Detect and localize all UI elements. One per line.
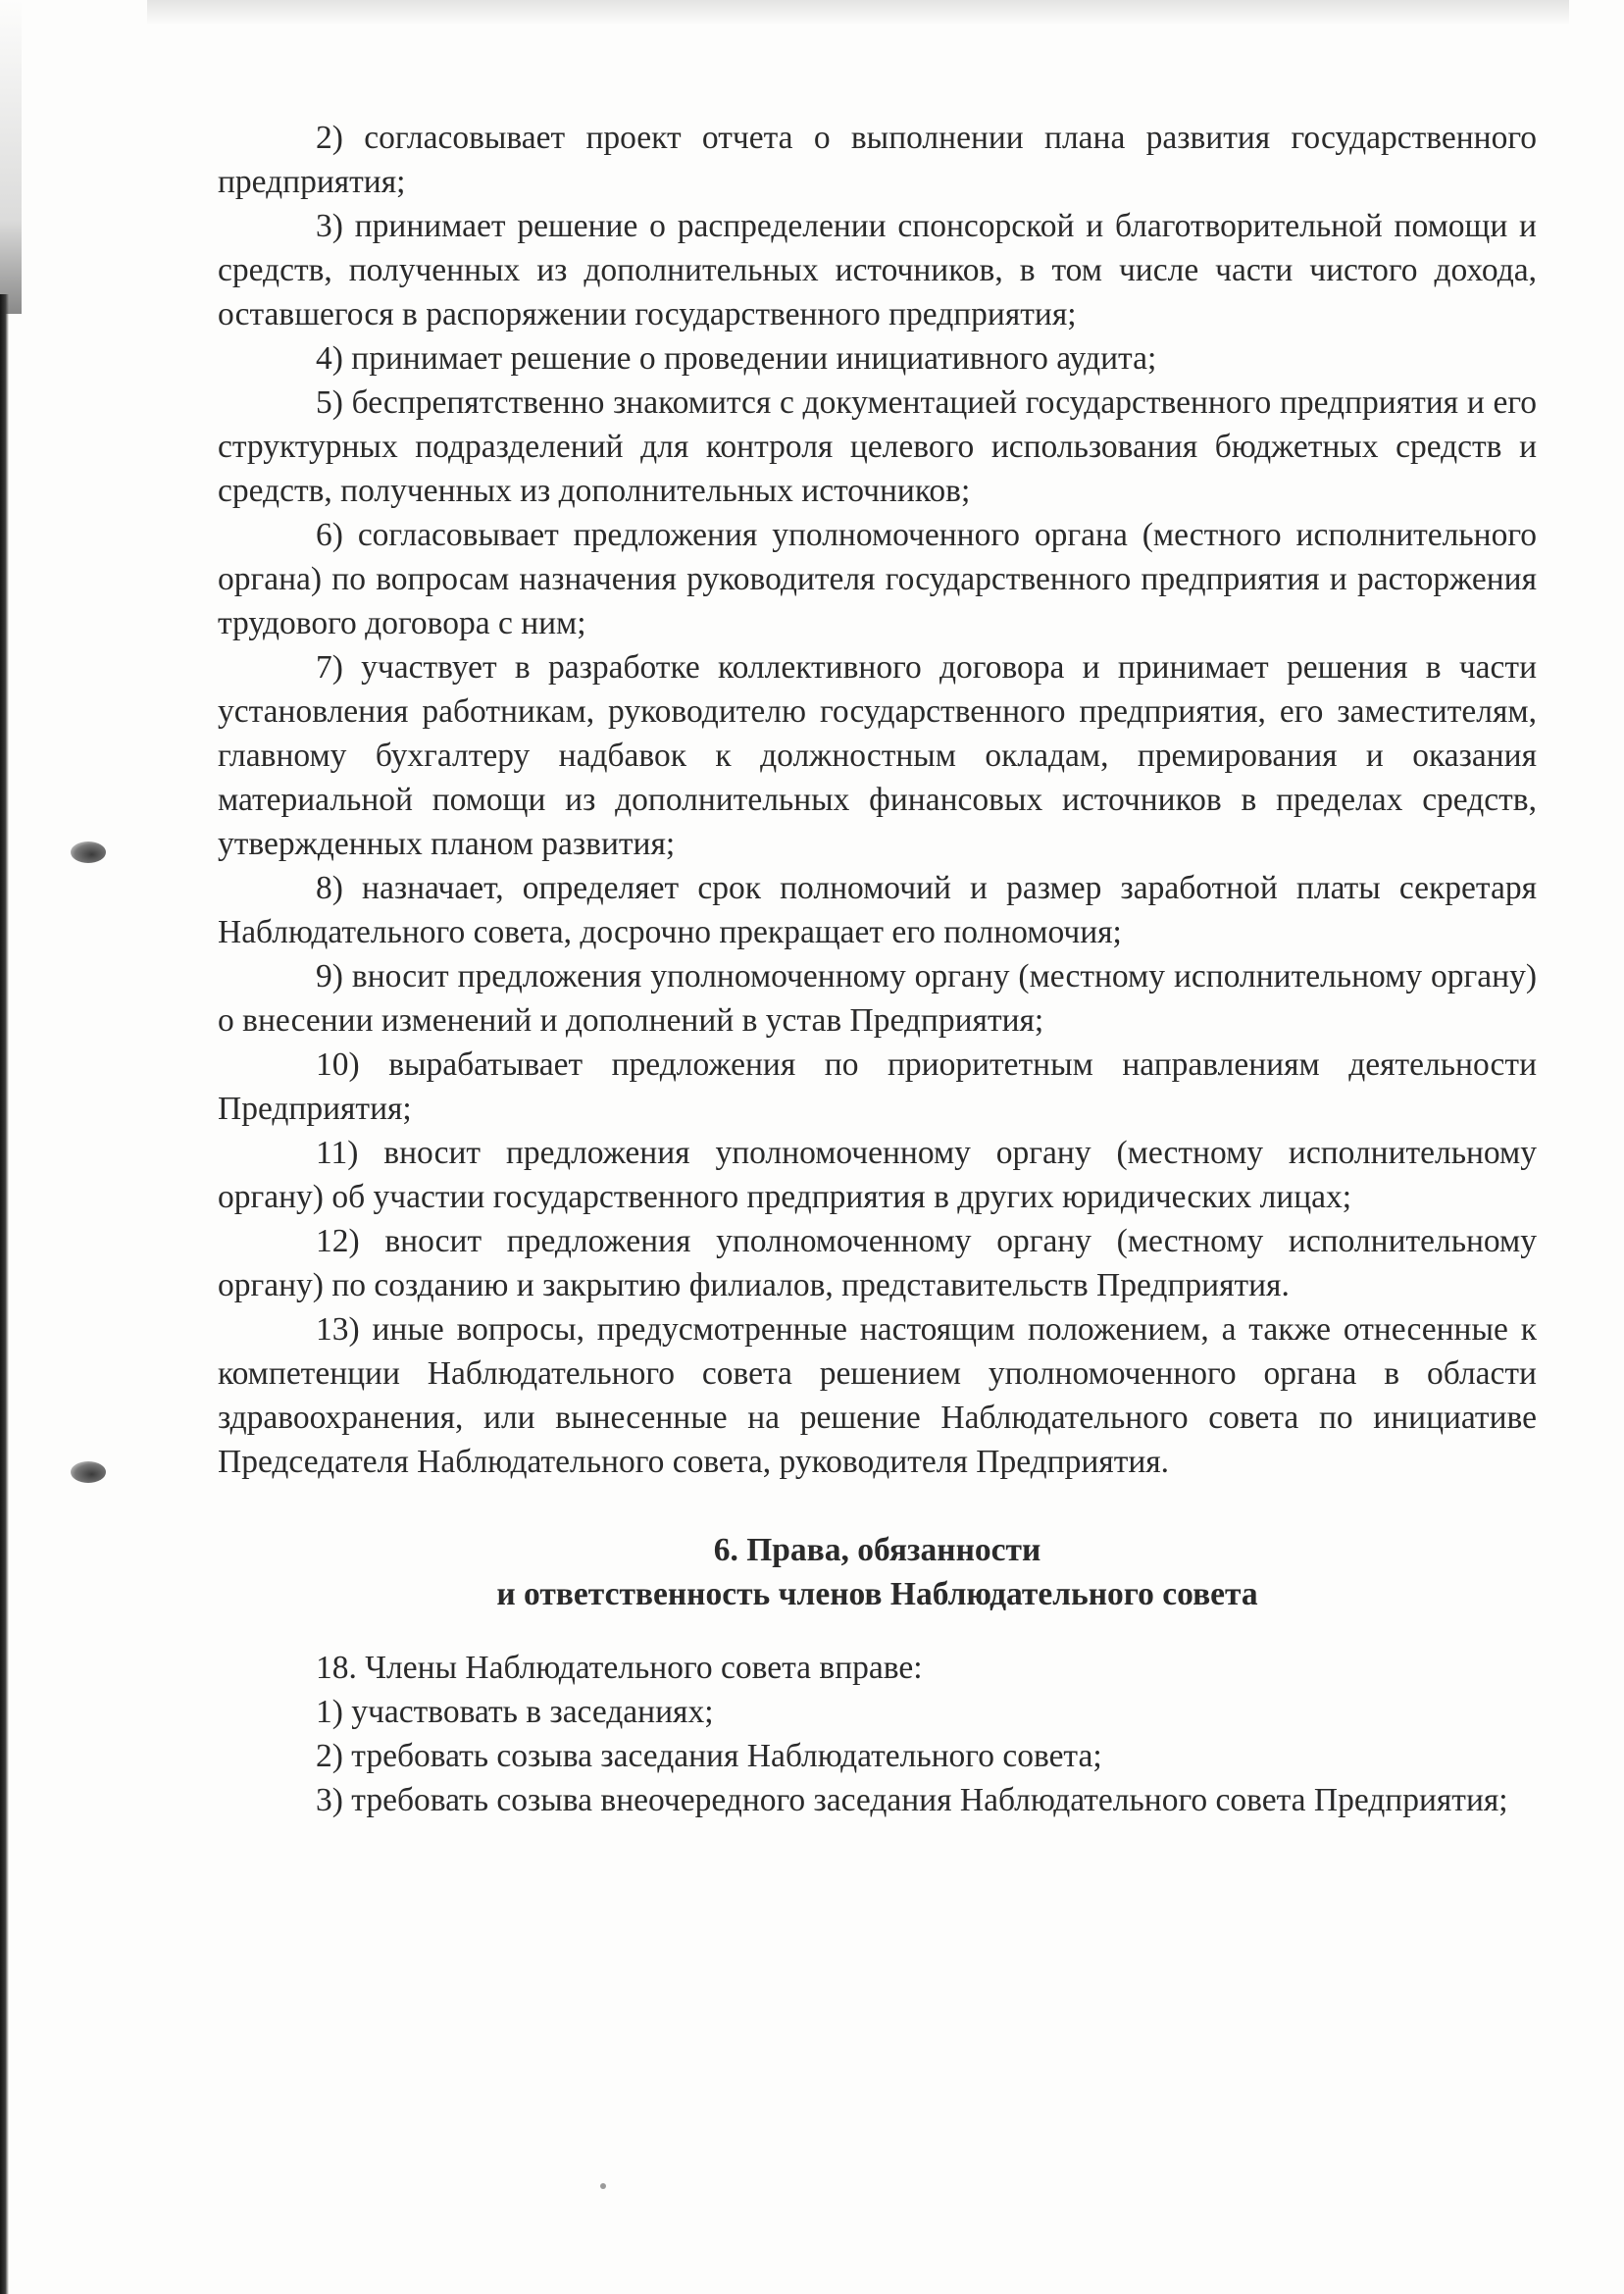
list-item: 9) вносит предложения уполномоченному органу (местному исполнительному органу) о внесении изменений и дополнений в устав Предприятия;: [218, 958, 1537, 1039]
list-item: 6) согласовывает предложения уполномоченного органа (местного исполнительного органа) по вопросам назначения руководителя государственного предприятия и расторжения трудового договора с ним;: [218, 517, 1537, 641]
list-item: 2) согласовывает проект отчета о выполнении плана развития государственного предприятия;: [218, 120, 1537, 200]
list-item: 1) участвовать в заседаниях;: [316, 1694, 714, 1730]
list-item: 12) вносит предложения уполномоченному органу (местному исполнительному органу) по созданию и закрытию филиалов, представительств Предприятия.: [218, 1223, 1537, 1303]
list-item: 11) вносит предложения уполномоченному органу (местному исполнительному органу) об участии государственного предприятия в других юридических лицах;: [218, 1135, 1537, 1215]
list-item: 10) вырабатывает предложения по приоритетным направлениям деятельности Предприятия;: [218, 1046, 1537, 1127]
list-item: 2) требовать созыва заседания Наблюдательного совета;: [316, 1738, 1102, 1774]
list-item: 3) принимает решение о распределении спонсорской и благотворительной помощи и средств, полученных из дополнительных источников, в том числе части чистого дохода, оставшегося в распоряжении государственного предприятия;: [218, 208, 1537, 332]
list-item: 8) назначает, определяет срок полномочий и размер заработной платы секретаря Наблюдательного совета, досрочно прекращает его полномочия;: [218, 870, 1537, 950]
list-item: 3) требовать созыва внеочередного заседания Наблюдательного совета Предприятия;: [316, 1782, 1508, 1818]
scan-top-shadow: [147, 0, 1569, 25]
document-body: [218, 116, 1537, 1822]
list-item: 18. Члены Наблюдательного совета вправе:: [316, 1650, 923, 1686]
list-item: 5) беспрепятственно знакомится с документацией государственного предприятия и его структурных подразделений для контроля целевого использования бюджетных средств и средств, полученных из дополнительных источников;: [218, 384, 1537, 509]
list-item: 13) иные вопросы, предусмотренные настоящим положением, а также отнесенные к компетенции Наблюдательного совета решением уполномоченного органа в области здравоохранения, или вынесенные на решение Наблюдательного совета по инициативе Председателя Наблюдательного совета, руководителя Предприятия.: [218, 1311, 1537, 1480]
punch-hole-icon: [71, 841, 106, 863]
binding-edge: [0, 294, 9, 2294]
scan-speck: [600, 2183, 606, 2189]
binding-shadow: [0, 0, 22, 314]
section-heading-line2: и ответственность членов Наблюдательного совета: [496, 1576, 1258, 1612]
section-heading-line1: 6. Права, обязанности: [713, 1532, 1041, 1568]
section-heading: [218, 1528, 1537, 1616]
list-item: 4) принимает решение о проведении инициативного аудита;: [316, 340, 1157, 377]
list-item: 7) участвует в разработке коллективного договора и принимает решения в части установления работникам, руководителю государственного предприятия, его заместителям, главному бухгалтеру надбавок к должностным окладам, премирования и оказания материальной помощи из дополнительных финансовых источников в пределах средств, утвержденных планом развития;: [218, 649, 1537, 862]
punch-hole-icon: [71, 1461, 106, 1483]
